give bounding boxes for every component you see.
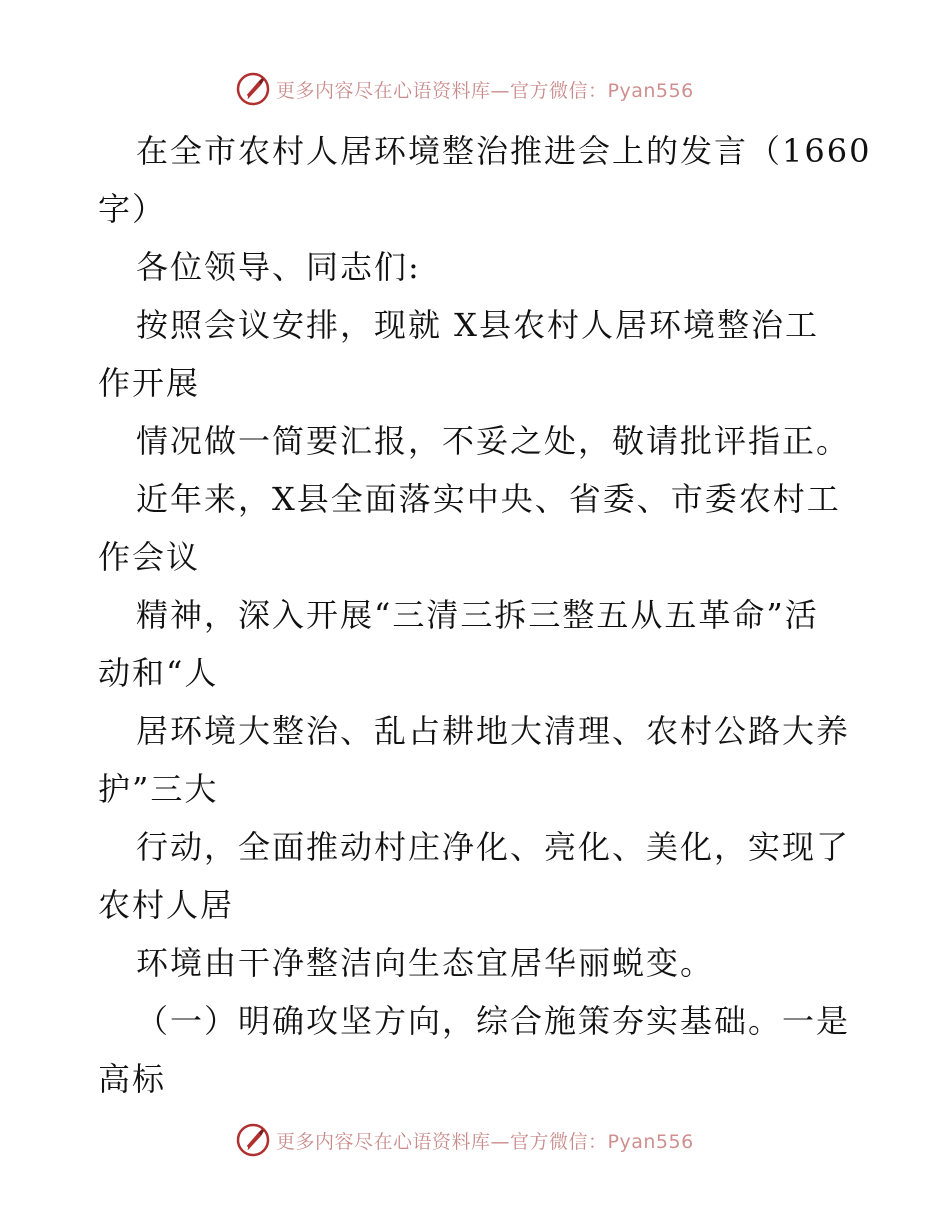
watermark-wechat-id: Pyan556 [607,79,694,102]
watermark-text [276,76,694,103]
text-line: 护”三大 [98,770,219,808]
text-line: 精神，深入开展“三清三拆三整五从五革命”活 [136,596,819,634]
footer-watermark [236,1123,694,1157]
text-line: 行动，全面推动村庄净化、亮化、美化，实现了 [136,828,851,866]
text-line: 动和“人 [98,654,219,692]
text-line: 按照会议安排，现就 X县农村人居环境整治工 [136,306,819,344]
text-line: 环境由干净整洁向生态宜居华丽蜕变。 [136,944,715,982]
text-line: 在全市农村人居环境整治推进会上的发言（1660 [136,132,872,170]
text-line: （一）明确攻坚方向，综合施策夯实基础。一是 [136,1002,851,1040]
pen-logo-icon [236,1123,270,1157]
text-line: 作会议 [98,538,201,576]
text-line: 近年来，X县全面落实中央、省委、市委农村工 [136,480,841,518]
document-body [98,122,872,1108]
text-line: 情况做一简要汇报，不妥之处，敬请批评指正。 [136,422,851,460]
pen-logo-icon [236,72,270,106]
watermark-wechat-id: Pyan556 [607,1130,694,1153]
text-line: 居环境大整治、乱占耕地大清理、农村公路大养 [136,712,851,750]
text-line: 高标 [98,1060,167,1098]
header-watermark [236,72,694,106]
watermark-text [276,1127,694,1154]
text-line: 各位领导、同志们: [136,248,421,286]
watermark-label: 更多内容尽在心语资料库—官方微信： [276,79,608,102]
watermark-label: 更多内容尽在心语资料库—官方微信： [276,1130,608,1153]
text-line: 农村人居 [98,886,235,924]
text-line: 字） [98,190,167,228]
text-line: 作开展 [98,364,201,402]
